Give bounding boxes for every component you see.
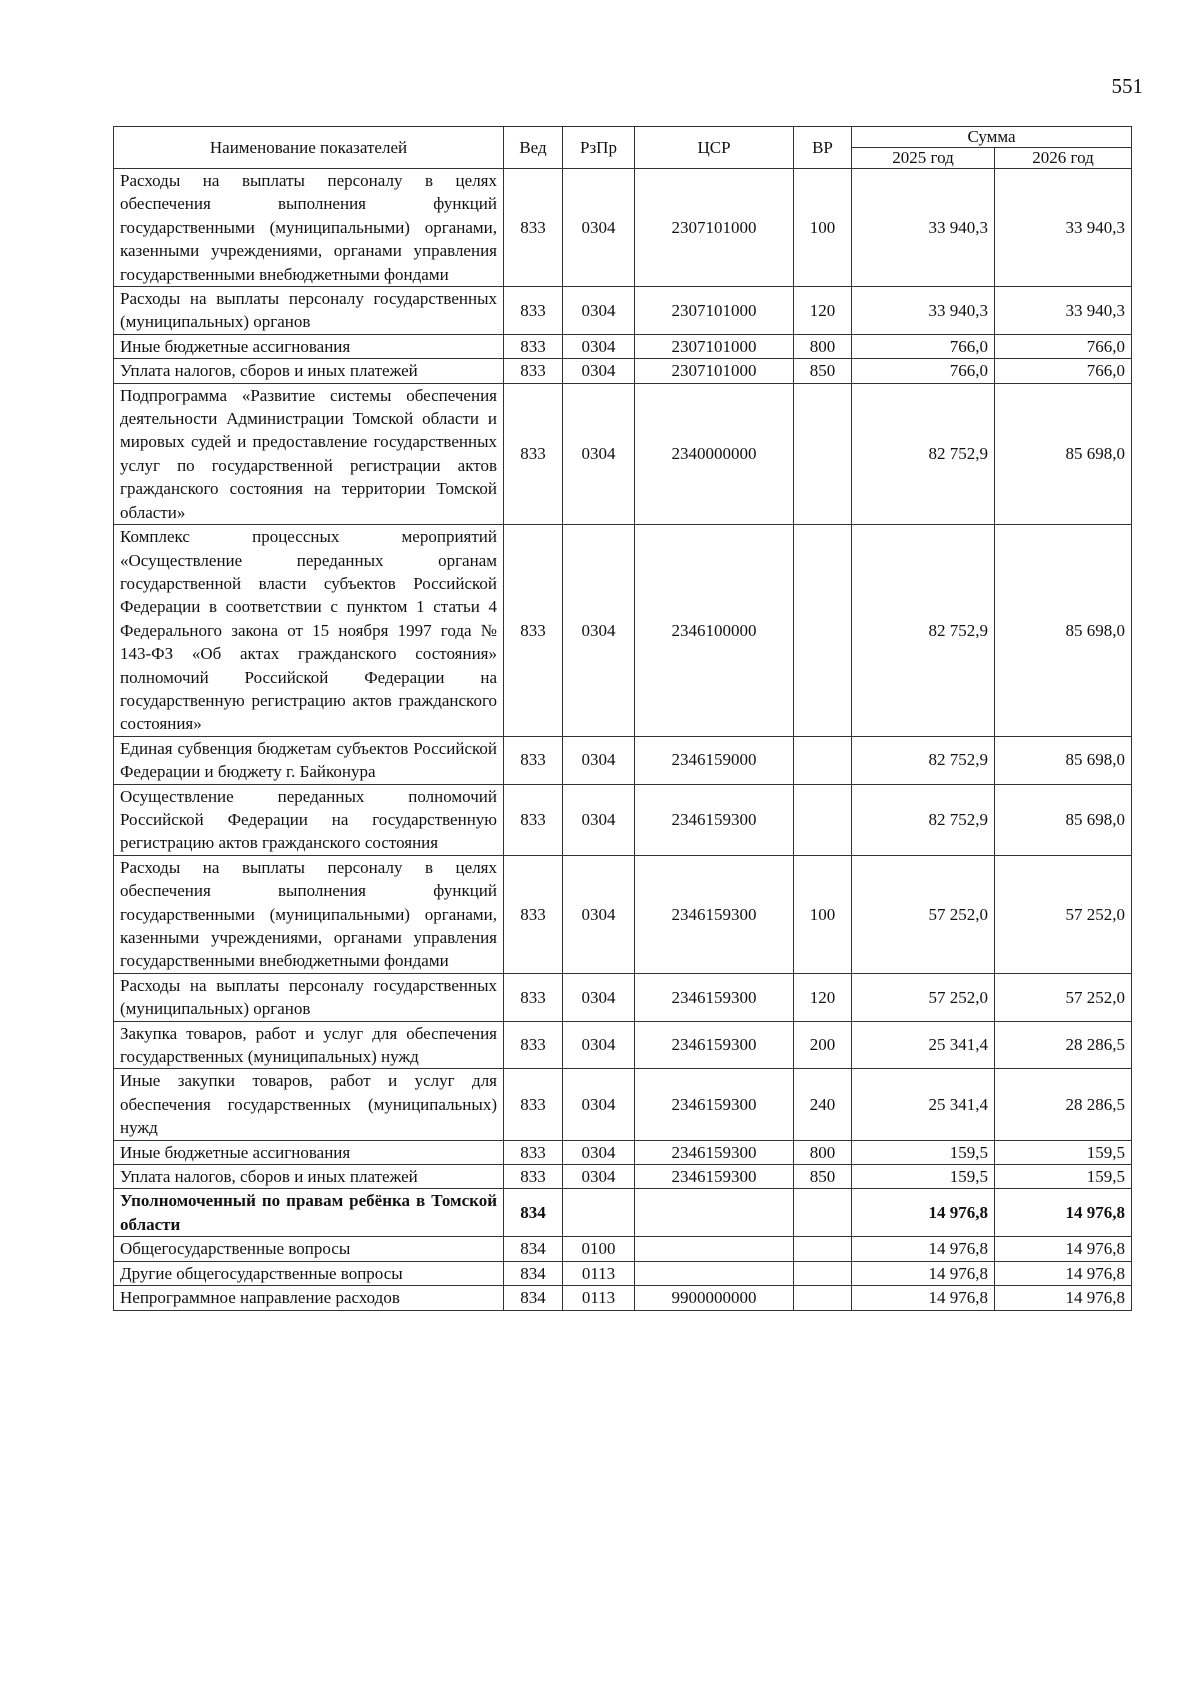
row-csr (635, 1237, 794, 1261)
row-sum-2025: 82 752,9 (852, 736, 995, 784)
row-name: Закупка товаров, работ и услуг для обеспечения государственных (муниципальных) нужд (114, 1021, 504, 1069)
row-csr: 2346159300 (635, 1021, 794, 1069)
row-ved: 834 (504, 1189, 563, 1237)
row-sum-2026: 33 940,3 (995, 287, 1132, 335)
row-sum-2026: 766,0 (995, 334, 1132, 358)
row-vr (794, 784, 852, 855)
row-csr: 2346100000 (635, 525, 794, 737)
row-vr (794, 1286, 852, 1310)
row-vr: 100 (794, 855, 852, 973)
row-vr: 800 (794, 1140, 852, 1164)
row-csr: 2346159300 (635, 1140, 794, 1164)
row-sum-2026: 57 252,0 (995, 855, 1132, 973)
table-row (114, 1286, 1132, 1310)
row-rzpr: 0100 (563, 1237, 635, 1261)
row-ved: 833 (504, 359, 563, 383)
row-name: Расходы на выплаты персоналу государственных (муниципальных) органов (114, 287, 504, 335)
row-name: Иные закупки товаров, работ и услуг для обеспечения государственных (муниципальных) нужд (114, 1069, 504, 1140)
row-ved: 833 (504, 1069, 563, 1140)
row-name: Уплата налогов, сборов и иных платежей (114, 1165, 504, 1189)
row-name: Другие общегосударственные вопросы (114, 1261, 504, 1285)
row-sum-2026: 159,5 (995, 1165, 1132, 1189)
row-vr (794, 1237, 852, 1261)
row-vr: 800 (794, 334, 852, 358)
table-row (114, 525, 1132, 737)
row-ved: 833 (504, 784, 563, 855)
row-sum-2026: 14 976,8 (995, 1261, 1132, 1285)
row-sum-2026: 766,0 (995, 359, 1132, 383)
table-row (114, 1237, 1132, 1261)
table-body (114, 169, 1132, 1311)
row-csr (635, 1261, 794, 1285)
row-ved: 833 (504, 973, 563, 1021)
row-ved: 833 (504, 287, 563, 335)
row-rzpr: 0304 (563, 1021, 635, 1069)
row-sum-2026: 33 940,3 (995, 169, 1132, 287)
row-ved: 833 (504, 1165, 563, 1189)
table-row (114, 855, 1132, 973)
table-row (114, 736, 1132, 784)
row-csr: 2340000000 (635, 383, 794, 524)
row-sum-2025: 25 341,4 (852, 1069, 995, 1140)
row-ved: 834 (504, 1261, 563, 1285)
row-vr: 120 (794, 973, 852, 1021)
page-number: 551 (1111, 74, 1143, 98)
row-rzpr: 0304 (563, 855, 635, 973)
header-vr: ВР (794, 127, 852, 169)
row-csr: 2307101000 (635, 169, 794, 287)
row-sum-2025: 57 252,0 (852, 973, 995, 1021)
row-sum-2026: 85 698,0 (995, 784, 1132, 855)
row-csr: 9900000000 (635, 1286, 794, 1310)
table-row (114, 334, 1132, 358)
row-name: Непрограммное направление расходов (114, 1286, 504, 1310)
row-name: Расходы на выплаты персоналу государственных (муниципальных) органов (114, 973, 504, 1021)
row-csr: 2307101000 (635, 334, 794, 358)
row-rzpr: 0304 (563, 359, 635, 383)
row-sum-2026: 159,5 (995, 1140, 1132, 1164)
row-name: Расходы на выплаты персоналу в целях обеспечения выполнения функций государственными (муниципальными) органами, казенными учреждениями, органами управления государственными внебюджетными фондами (114, 169, 504, 287)
row-rzpr: 0304 (563, 525, 635, 737)
row-rzpr: 0113 (563, 1261, 635, 1285)
row-rzpr: 0304 (563, 1069, 635, 1140)
row-sum-2025: 82 752,9 (852, 784, 995, 855)
row-ved: 833 (504, 525, 563, 737)
header-rzpr: РзПр (563, 127, 635, 169)
table-row (114, 1021, 1132, 1069)
row-sum-2025: 82 752,9 (852, 525, 995, 737)
row-name: Уплата налогов, сборов и иных платежей (114, 359, 504, 383)
row-sum-2025: 14 976,8 (852, 1189, 995, 1237)
row-rzpr: 0304 (563, 1165, 635, 1189)
table-row (114, 973, 1132, 1021)
row-sum-2025: 159,5 (852, 1140, 995, 1164)
row-rzpr: 0304 (563, 736, 635, 784)
table-row (114, 784, 1132, 855)
header-year-2025: 2025 год (852, 148, 995, 169)
row-vr: 120 (794, 287, 852, 335)
row-ved: 833 (504, 383, 563, 524)
row-ved: 834 (504, 1286, 563, 1310)
row-ved: 833 (504, 1140, 563, 1164)
row-csr: 2346159300 (635, 1165, 794, 1189)
row-rzpr: 0304 (563, 1140, 635, 1164)
row-rzpr: 0304 (563, 784, 635, 855)
row-name: Уполномоченный по правам ребёнка в Томской области (114, 1189, 504, 1237)
table-row (114, 169, 1132, 287)
row-ved: 833 (504, 1021, 563, 1069)
row-vr (794, 1261, 852, 1285)
header-year-2026: 2026 год (995, 148, 1132, 169)
header-name: Наименование показателей (114, 127, 504, 169)
table-row (114, 1261, 1132, 1285)
row-sum-2025: 159,5 (852, 1165, 995, 1189)
row-sum-2025: 14 976,8 (852, 1237, 995, 1261)
row-name: Единая субвенция бюджетам субъектов Российской Федерации и бюджету г. Байконура (114, 736, 504, 784)
row-sum-2026: 14 976,8 (995, 1286, 1132, 1310)
row-csr: 2346159300 (635, 1069, 794, 1140)
row-sum-2026: 85 698,0 (995, 525, 1132, 737)
row-ved: 833 (504, 736, 563, 784)
row-vr: 240 (794, 1069, 852, 1140)
row-vr (794, 736, 852, 784)
header-sum: Сумма (852, 127, 1132, 148)
row-ved: 833 (504, 855, 563, 973)
row-sum-2025: 14 976,8 (852, 1261, 995, 1285)
row-sum-2025: 14 976,8 (852, 1286, 995, 1310)
row-sum-2025: 766,0 (852, 359, 995, 383)
row-rzpr: 0113 (563, 1286, 635, 1310)
row-sum-2026: 28 286,5 (995, 1069, 1132, 1140)
row-rzpr: 0304 (563, 287, 635, 335)
row-sum-2025: 25 341,4 (852, 1021, 995, 1069)
row-vr: 850 (794, 359, 852, 383)
table-row (114, 1069, 1132, 1140)
row-rzpr (563, 1189, 635, 1237)
row-sum-2025: 33 940,3 (852, 169, 995, 287)
row-rzpr: 0304 (563, 169, 635, 287)
row-sum-2025: 766,0 (852, 334, 995, 358)
table-row (114, 383, 1132, 524)
row-vr: 200 (794, 1021, 852, 1069)
table-row (114, 1140, 1132, 1164)
row-csr: 2346159000 (635, 736, 794, 784)
row-name: Иные бюджетные ассигнования (114, 1140, 504, 1164)
table-row (114, 1165, 1132, 1189)
row-sum-2026: 85 698,0 (995, 383, 1132, 524)
row-ved: 833 (504, 334, 563, 358)
row-sum-2025: 33 940,3 (852, 287, 995, 335)
row-sum-2026: 85 698,0 (995, 736, 1132, 784)
row-sum-2026: 28 286,5 (995, 1021, 1132, 1069)
row-csr (635, 1189, 794, 1237)
table-row-total (114, 1189, 1132, 1237)
row-vr: 100 (794, 169, 852, 287)
row-sum-2026: 14 976,8 (995, 1237, 1132, 1261)
row-csr: 2346159300 (635, 973, 794, 1021)
row-csr: 2307101000 (635, 287, 794, 335)
row-csr: 2346159300 (635, 855, 794, 973)
row-name: Общегосударственные вопросы (114, 1237, 504, 1261)
row-rzpr: 0304 (563, 334, 635, 358)
row-csr: 2307101000 (635, 359, 794, 383)
row-vr (794, 1189, 852, 1237)
row-vr: 850 (794, 1165, 852, 1189)
table-header-row (114, 127, 1132, 148)
row-sum-2026: 57 252,0 (995, 973, 1132, 1021)
header-ved: Вед (504, 127, 563, 169)
row-rzpr: 0304 (563, 383, 635, 524)
row-csr: 2346159300 (635, 784, 794, 855)
row-name: Иные бюджетные ассигнования (114, 334, 504, 358)
row-vr (794, 525, 852, 737)
table-row (114, 287, 1132, 335)
row-vr (794, 383, 852, 524)
header-csr: ЦСР (635, 127, 794, 169)
row-name: Комплекс процессных мероприятий «Осуществление переданных органам государственной власти субъектов Российской Федерации в соответствии с пунктом 1 статьи 4 Федерального закона от 15 ноября 1997 года № 143-ФЗ «Об актах гражданского состояния» полномочий Российской Федерации на государственную регистрацию актов гражданского состояния» (114, 525, 504, 737)
row-name: Расходы на выплаты персоналу в целях обеспечения выполнения функций государственными (муниципальными) органами, казенными учреждениями, органами управления государственными внебюджетными фондами (114, 855, 504, 973)
table-row (114, 359, 1132, 383)
row-name: Подпрограмма «Развитие системы обеспечения деятельности Администрации Томской области и мировых судей и предоставление государственных услуг по государственной регистрации актов гражданского состояния на территории Томской области» (114, 383, 504, 524)
row-name: Осуществление переданных полномочий Российской Федерации на государственную регистрацию актов гражданского состояния (114, 784, 504, 855)
budget-table (113, 126, 1132, 1311)
row-ved: 834 (504, 1237, 563, 1261)
row-ved: 833 (504, 169, 563, 287)
row-rzpr: 0304 (563, 973, 635, 1021)
row-sum-2026: 14 976,8 (995, 1189, 1132, 1237)
row-sum-2025: 57 252,0 (852, 855, 995, 973)
row-sum-2025: 82 752,9 (852, 383, 995, 524)
